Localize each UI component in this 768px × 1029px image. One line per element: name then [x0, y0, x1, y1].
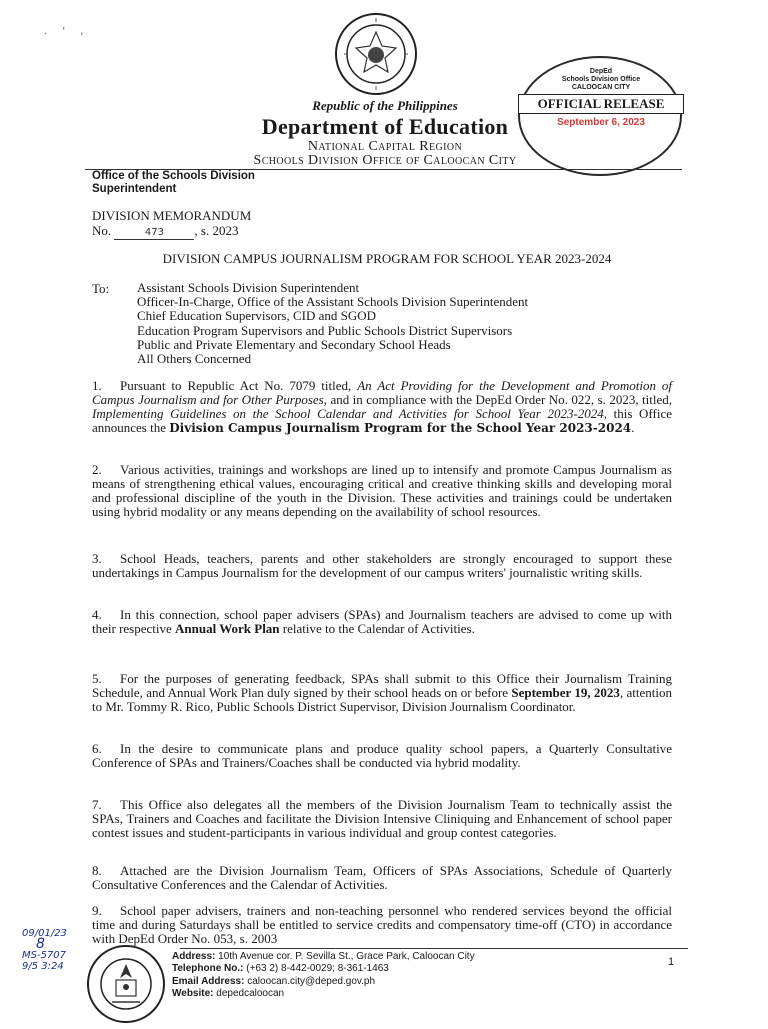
- memo-title: DIVISION CAMPUS JOURNALISM PROGRAM FOR SCHOOL YEAR 2023-2024: [162, 251, 612, 266]
- paragraph-number: 4.: [92, 607, 102, 622]
- act-title: An Act Providing for the Development and Promotion of Campus Journalism and for Other Purposes: [92, 378, 672, 407]
- paragraph-text: Various activities, trainings and workshops are lined up to intensify and promote Campus Journalism as means of strengthening ethical values, encouraging critical and creative thinking skills and developing moral and professional discipline of the youth in the Division. These activities and trainings could be undertaken using hybrid modality or any means depending on the availability of school resources.: [92, 462, 672, 519]
- recipient-item: Public and Private Elementary and Secondary School Heads: [137, 336, 451, 352]
- footer-value: (+63 2) 8-442-0029; 8-361-1463: [246, 963, 389, 975]
- handwritten-time: 9/5 3:24: [22, 961, 64, 972]
- footer-label: Website:: [172, 988, 214, 1000]
- paragraph-7: [92, 798, 672, 840]
- office-line-1: Office of the Schools Division: [92, 170, 255, 182]
- deped-seal-icon: [334, 12, 418, 96]
- stamp-org: [506, 68, 696, 92]
- footer-phone: [172, 963, 475, 975]
- footer-address: [172, 951, 475, 963]
- division-seal-icon: [86, 944, 166, 1024]
- paragraph-5: [92, 672, 672, 714]
- header-region: National Capital Region: [307, 139, 463, 154]
- paragraph-number: 5.: [92, 671, 102, 686]
- footer-website: [172, 988, 475, 1000]
- annual-work-plan: Annual Work Plan: [175, 621, 280, 636]
- order-title: Implementing Guidelines on the School Calendar and Activities for School Year 2023-2024: [92, 406, 604, 421]
- footer-divider: [180, 948, 688, 949]
- memo-no-value: 473: [114, 227, 194, 240]
- paragraph-6: [92, 742, 672, 770]
- header-department: Department of Education: [261, 114, 509, 139]
- paragraph-number: 7.: [92, 797, 102, 812]
- footer-contact: [172, 951, 475, 1001]
- recipient-item: Chief Education Supervisors, CID and SGOD: [137, 308, 377, 324]
- paragraph-2: [92, 463, 672, 519]
- memo-series: , s. 2023: [194, 223, 239, 238]
- paragraph-text: School Heads, teachers, parents and other stakeholders are strongly encouraged to support these undertakings in Campus Journalism for the development of our campus writers' journalistic writing skills.: [92, 551, 672, 580]
- memo-number-line: [92, 223, 251, 240]
- recipient-item: Officer-In-Charge, Office of the Assistant Schools Division Superintendent: [137, 294, 529, 310]
- paragraph-text: Attached are the Division Journalism Team, Officers of SPAs Associations, Schedule of Quarterly Consultative Conferences and the Calendar of Activities.: [92, 863, 672, 892]
- paragraph-text: In this connection, school paper advisers (SPAs) and Journalism teachers are advised to come up with their respective: [92, 607, 672, 636]
- paragraph-text: For the purposes of generating feedback, SPAs shall submit to this Office their Journalism Training Schedule, and Annual Work Plan duly signed by their school heads on or before: [92, 671, 672, 700]
- handwritten-ref: MS-5707: [22, 950, 67, 961]
- paragraph-1: [92, 379, 672, 435]
- paragraph-number: 8.: [92, 863, 102, 878]
- handwritten-number: 8: [36, 936, 45, 952]
- stamp-line-3: CALOOCAN CITY: [571, 84, 631, 91]
- office-name: [92, 170, 312, 196]
- office-line-2: Superintendent: [92, 183, 177, 195]
- paragraph-text: , and in compliance with the DepEd Order No. 022, s. 2023, titled,: [323, 392, 672, 407]
- paragraph-text: , this Office announces the: [92, 406, 672, 435]
- paragraph-text: , attention to Mr. Tommy R. Rico, Public Schools District Supervisor, Division Journalism Coordinator.: [92, 685, 672, 714]
- deadline-date: September 19, 2023: [511, 685, 620, 700]
- header-republic: Republic of the Philippines: [312, 98, 458, 113]
- scan-marks: . ' ,: [44, 26, 90, 37]
- footer-label: Email Address:: [172, 975, 245, 987]
- stamp-line-2: Schools Division Office: [561, 76, 641, 83]
- memo-block: [92, 208, 251, 240]
- paragraph-text: School paper advisers, trainers and non-teaching personnel who rendered services beyond the official time and during Saturdays shall be entitled to service credits and compensatory time-off (CTO) in accordance with DepEd Order No. 053, s. 2003: [92, 903, 672, 946]
- recipient-item: All Others Concerned: [137, 351, 252, 367]
- paragraph-text: This Office also delegates all the members of the Division Journalism Team to technically assist the SPAs, Trainers and Coaches and facilitate the Division Intensive Cliniquing and Enhancement of school paper contest issues and student-participants in various individual and group contest categories.: [92, 797, 672, 840]
- footer-value: depedcaloocan: [216, 988, 285, 1000]
- footer-value: 10th Avenue cor. P. Sevilla St., Grace Park, Caloocan City: [218, 951, 475, 962]
- paragraph-3: [92, 552, 672, 580]
- paragraph-4: [92, 608, 672, 636]
- program-name: Division Campus Journalism Program for the School Year 2023-2024: [169, 421, 632, 435]
- to-label: To:: [92, 281, 110, 296]
- page-number: 1: [668, 956, 675, 968]
- stamp-label: OFFICIAL RELEASE: [518, 94, 684, 114]
- header-division: Schools Division Office of Caloocan City: [253, 153, 517, 168]
- handwritten-date: 09/01/23: [22, 928, 67, 939]
- memo-no-label: No.: [92, 223, 112, 238]
- paragraph-number: 1.: [92, 378, 102, 393]
- paragraph-number: 9.: [92, 903, 102, 918]
- paragraph-text: Pursuant to Republic Act No. 7079 titled,: [120, 378, 358, 393]
- paragraph-number: 2.: [92, 462, 102, 477]
- recipient-item: Assistant Schools Division Superintendent: [137, 280, 360, 295]
- handwritten-notes: [22, 928, 82, 972]
- recipient-item: Education Program Supervisors and Public Schools District Supervisors: [137, 322, 513, 338]
- recipient-list: [137, 281, 687, 366]
- footer-label: Telephone No.:: [172, 963, 244, 975]
- footer-value: caloocan.city@deped.gov.ph: [247, 975, 376, 987]
- paragraph-number: 6.: [92, 741, 102, 756]
- paragraph-text: relative to the Calendar of Activities.: [279, 621, 475, 636]
- footer-label: Address:: [172, 951, 216, 962]
- footer-email: [172, 976, 475, 988]
- paragraph-text: In the desire to communicate plans and produce quality school papers, a Quarterly Consultative Conference of SPAs and Trainers/Coaches shall be conducted via hybrid modality.: [92, 741, 672, 770]
- paragraph-number: 3.: [92, 551, 102, 566]
- paragraph-text: .: [631, 420, 635, 435]
- paragraph-8: [92, 864, 672, 892]
- memo-type: DIVISION MEMORANDUM: [92, 208, 252, 223]
- stamp-line-1: DepEd: [589, 68, 613, 75]
- paragraph-9: [92, 904, 672, 946]
- stamp-date: September 6, 2023: [557, 117, 645, 128]
